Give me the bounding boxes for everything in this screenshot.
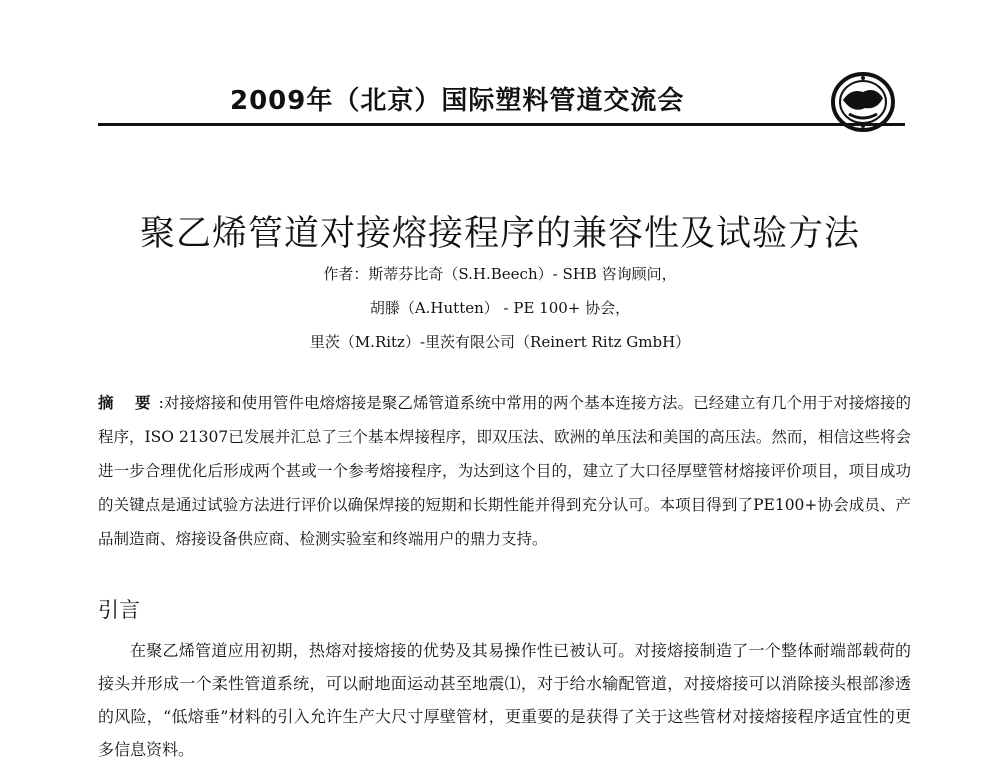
abstract-text: :对接熔接和使用管件电熔熔接是聚乙烯管道系统中常用的两个基本连接方法。已经建立有几个用于对接熔接的程序，ISO 21307已发展并汇总了三个基本焊接程序，即双压法、欧洲的单压法和美国的高压法。然而，相信这些将会进一步合理优化后形成两个甚或一个参考熔接程序，为达到这个目的，建立了大口径厚壁管材熔接评价项目，项目成功的关键点是通过试验方法进行评价以确保焊接的短期和长期性能并得到充分认可。本项目得到了PE100+协会成员、产品制造商、熔接设备供应商、检测实验室和终端用户的鼎力支持。: [98, 394, 911, 548]
section-heading: 引言: [98, 598, 140, 622]
conference-title: 2009年（北京）国际塑料管道交流会: [230, 86, 685, 116]
author-line: 里茨（M.Ritz）-里茨有限公司（Reinert Ritz GmbH）: [309, 333, 691, 351]
abstract: [98, 386, 911, 556]
header-divider: [98, 123, 905, 126]
paper-title: 聚乙烯管道对接熔接程序的兼容性及试验方法: [139, 214, 860, 255]
intro-paragraph: 在聚乙烯管道应用初期，热熔对接熔接的优势及其易操作性已被认可。对接熔接制造了一个整体耐端部载荷的接头并形成一个柔性管道系统，可以耐地面运动甚至地震⑴，对于给水输配管道，对接熔接可以消除接头根部渗透的风险，“低熔垂”材料的引入允许生产大尺寸厚壁管材，更重要的是获得了关于这些管材对接熔接程序适宜性的更多信息资料。: [98, 641, 911, 759]
author-list: [0, 257, 1000, 359]
abstract-label: 摘 要: [98, 393, 159, 412]
author-line: 胡滕（A.Hutten） - PE 100+ 协会，: [369, 299, 631, 317]
author-line: 作者：斯蒂芬比奇（S.H.Beech）- SHB 咨询顾问，: [323, 265, 677, 283]
